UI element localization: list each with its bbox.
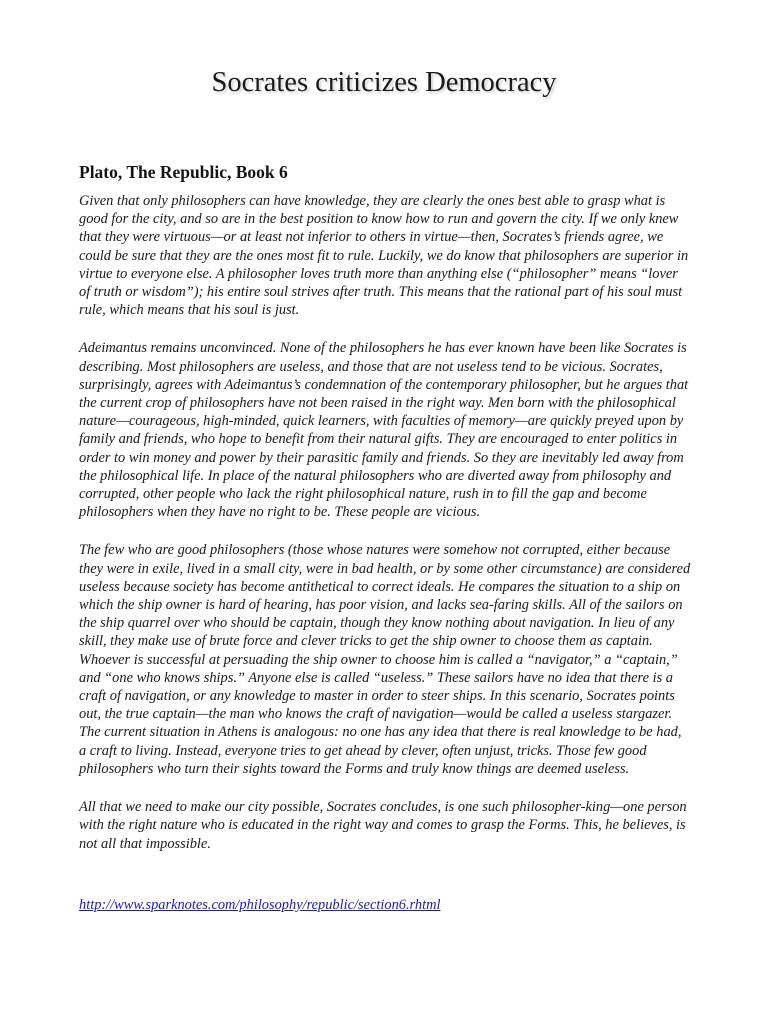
- source-link[interactable]: http://www.sparknotes.com/philosophy/republic/section6.rhtml: [79, 897, 441, 913]
- paragraph-4: All that we need to make our city possible, Socrates concludes, is one such philosopher-king—one person with the right nature who is educated in the right way and comes to grasp the Forms. This, he believes, is not all that impossible.: [79, 799, 687, 852]
- paragraph-1: Given that only philosophers can have knowledge, they are clearly the ones best able to grasp what is good for the city, and so are in the best position to know how to run and govern the city. If we only knew that they were virtuous—or at least not inferior to others in virtue—then, Socrates’s friends agree, we could be sure that they are the ones most fit to rule. Luckily, we do know that philosophers are superior in virtue to everyone else. A philosopher loves truth more than anything else (“philosopher” means “lover of truth or wisdom”); his entire soul strives after truth. This means that the rational part of his soul must rule, which means that his soul is just.: [79, 193, 689, 319]
- section-heading: Plato, The Republic, Book 6: [79, 162, 288, 182]
- page-title: Socrates criticizes Democracy: [211, 67, 557, 98]
- body-text: [79, 192, 691, 873]
- paragraph-3: The few who are good philosophers (those whose natures were somehow not corrupted, either because they were in exile, lived in a small city, were in bad health, or by some other circumstance) are considered useless because society has become antithetical to correct ideals. He compares the situation to a ship on which the ship owner is hard of hearing, has poor vision, and lacks sea-faring skills. All of the sailors on the ship quarrel over who should be captain, though they know nothing about navigation. In lieu of any skill, they make use of brute force and clever tricks to get the ship owner to choose them as captain. Whoever is successful at persuading the ship owner to choose him is called a “navigator,” a “captain,” and “one who knows ships.” Anyone else is called “useless.” These sailors have no idea that there is a craft of navigation, or any knowledge to master in order to steer ships. In this scenario, Socrates points out, the true captain—the man who knows the craft of navigation—would be called a useless stargazer. The current situation in Athens is analogous: no one has any idea that there is real knowledge to be had, a craft to living. Instead, everyone tries to get ahead by clever, often unjust, tricks. Those few good philosophers who turn their sights toward the Forms and truly know things are deemed useless.: [79, 542, 691, 777]
- paragraph-2: Adeimantus remains unconvinced. None of the philosophers he has ever known have been like Socrates is describing. Most philosophers are useless, and those that are not useless tend to be vicious. Socrates, surprisingly, agrees with Adeimantus’s condemnation of the contemporary philosopher, but he argues that the current crop of philosophers have not been raised in the right way. Men born with the philosophical nature—courageous, high-minded, quick learners, with faculties of memory—are quickly preyed upon by family and friends, who hope to benefit from their natural gifts. They are encouraged to enter politics in order to win money and power by their parasitic family and friends. So they are inevitably led away from the philosophical life. In place of the natural philosophers who are diverted away from philosophy and corrupted, other people who lack the right philosophical nature, rush in to fill the gap and become philosophers when they have no right to be. These people are vicious.: [79, 340, 689, 521]
